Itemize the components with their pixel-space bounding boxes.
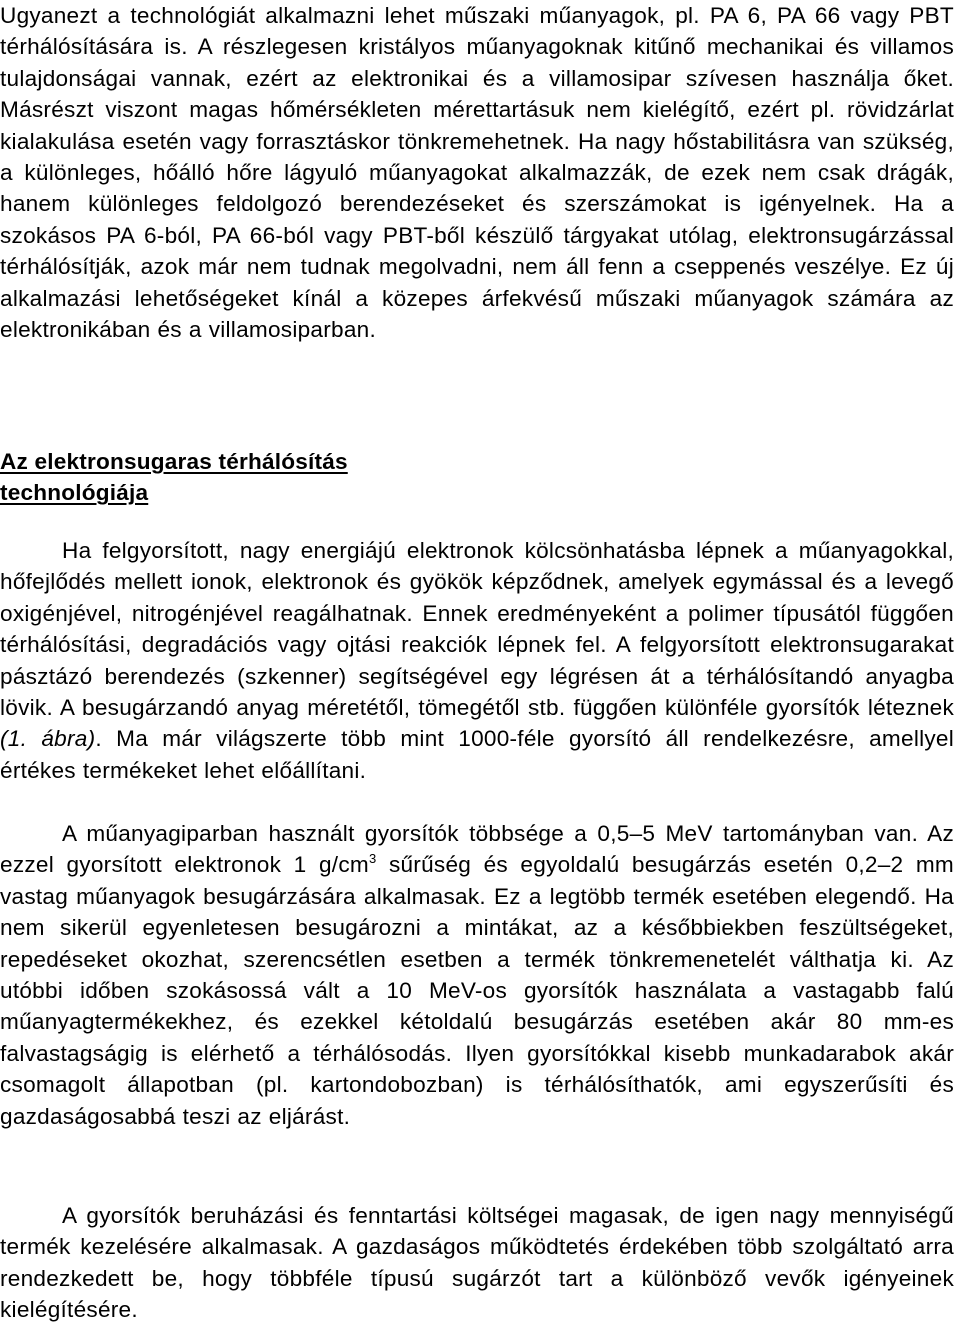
section-paragraph-2-text-a: A műanyagiparban használt gyorsítók többsége a 0,5–5 MeV tartományban van. Az ezzel gyorsított elektronok 1 g/cm [0, 821, 954, 878]
section-heading-line-1: Az elektronsugaras térhálósítás [0, 449, 348, 474]
superscript-exponent: 3 [368, 851, 377, 867]
section-paragraph-2-text-b: sűrűség és egyoldalú besugárzás esetén 0,2–2 mm vastag műanyagok besugárzására alkalmasak. Ez a legtöbb termék esetében elegendő. Ha nem sikerül egyenletesen besugározni a mintákat, az a későbbiekben feszültségeket, repedéseket okozhat, szerencsétlen esetben a termék tönkremenetelét válthatja ki. Az utóbbi időben szokásossá vált a 10 MeV-os gyorsítók használata a vastagabb falú műanyagtermékekhez, és ezekkel kétoldalú besugárzás esetében akár 80 mm-es falvastagságig is elérhető a térhálósodás. Ilyen gyorsítókkal kisebb munkadarabok akár csomagolt állapotban (pl. kartondobozban) is térhálósíthatók, ami egyszerűsíti és gazdaságosabbá teszi az eljárást. [0, 852, 954, 1129]
section-paragraph-3: A gyorsítók beruházási és fenntartási költségei magasak, de igen nagy mennyiségű termék kezelésére alkalmasak. A gazdaságos működtetés érdekében több szolgáltató arra rendezkedett be, hogy többféle típusú sugárzót tart a különböző vevők igényeinek kielégítésére. [0, 1203, 954, 1323]
section-heading-line-2: technológiája [0, 480, 149, 506]
section-paragraph-1 [0, 535, 954, 786]
figure-reference: (1. ábra) [0, 726, 96, 752]
section-paragraph-1-text-b: . Ma már világszerte több mint 1000-féle gyorsító áll rendelkezésre, amellyel értékes termékeket lehet előállítani. [0, 726, 954, 783]
intro-paragraph: Ugyanezt a technológiát alkalmazni lehet műszaki műanyagok, pl. PA 6, PA 66 vagy PBT térhálósítására is. A részlegesen kristályos műanyagoknak kitűnő mechanikai és villamos tulajdonságai vannak, ezért az elektronikai és a villamosipar szívesen használja őket. Másrészt viszont magas hőmérsékleten mérettartásuk nem kielégítő, ezért pl. rövidzárlat kialakulása esetén vagy forrasztáskor tönkremehetnek. Ha nagy hőstabilitásra van szükség, a különleges, hőálló hőre lágyuló műanyagokat alkalmazzák, de ezek nem csak drágák, hanem különleges feldolgozó berendezéseket és szerszámokat is igényelnek. Ha a szokásos PA 6-ból, PA 66-ból vagy PBT-ből készülő tárgyakat utólag, elektronsugárzással térhálósítják, azok már nem tudnak megolvadni, nem áll fenn a cseppenés veszélye. Ez új alkalmazási lehetőségeket kínál a közepes árfekvésű műszaki műanyagok számára az elektronikában és a villamosiparban. [0, 3, 954, 343]
section-paragraph-2 [0, 818, 954, 1132]
section-paragraph-1-text-a: Ha felgyorsított, nagy energiájú elektronok kölcsönhatásba lépnek a műanyagokkal, hőfejlődés mellett ionok, elektronok és gyökök képződnek, amelyek egymással és a levegő oxigénjével, nitrogénjével reagálhatnak. Ennek eredményeként a polimer típusától függően térhálósítási, degradációs vagy ojtási reakciók lépnek fel. A felgyorsított elektronsugarakat pásztázó berendezés (szkenner) segítségével egy légrésen át a térhálósítandó anyagba lövik. A besugárzandó anyag méretétől, tömegétől stb. függően különféle gyorsítók léteznek [0, 538, 954, 721]
section-heading [0, 446, 700, 509]
